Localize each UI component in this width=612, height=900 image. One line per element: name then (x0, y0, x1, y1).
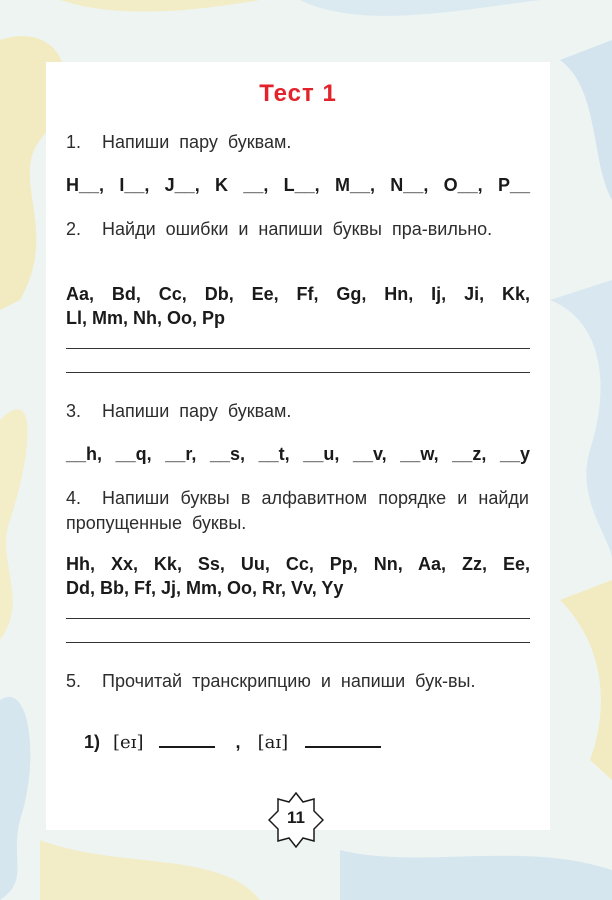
answer-blank[interactable] (305, 746, 381, 748)
task-5-text: Прочитай транскрипцию и напиши бук-вы. (102, 671, 476, 691)
task-2-letters-line-2: Ll, Mm, Nh, Oo, Pp (66, 308, 225, 328)
task-3-instruction (66, 399, 529, 424)
task-3-letters: __h, __q, __r, __s, __t, __u, __v, __w, __z, __y (66, 444, 530, 464)
answer-line[interactable] (66, 348, 530, 349)
task-2-letters-line-1: Aa, Bd, Cc, Db, Ee, Ff, Gg, Hn, Ij, Ji, Kk, (66, 284, 530, 304)
task-4-instruction (66, 486, 529, 536)
task-5-instruction (66, 669, 529, 694)
answer-line[interactable] (66, 372, 530, 373)
task-5-transcription-row (84, 732, 381, 753)
answer-line[interactable] (66, 618, 530, 619)
task-4-letters-line-1: Hh, Xx, Kk, Ss, Uu, Cc, Pp, Nn, Aa, Zz, Ee, (66, 554, 530, 574)
task-2-number: 2. (66, 219, 82, 239)
task-4-text: Напиши буквы в алфавитном порядке и найди пропущенные буквы. (66, 488, 529, 533)
task-2-text: Найди ошибки и напиши буквы пра-вильно. (102, 219, 493, 239)
task-1-letters: H__, I__, J__, K __, L__, M__, N__, O__, P__ (66, 175, 530, 195)
test-title: Тест 1 (259, 80, 337, 107)
page-number: 11 (287, 808, 305, 827)
answer-line[interactable] (66, 642, 530, 643)
worksheet (46, 62, 550, 830)
answer-blank[interactable] (159, 746, 215, 748)
task-5-item-label: 1) (84, 732, 101, 752)
ipa-ei: [eɪ] (113, 732, 144, 753)
ipa-ai: [aɪ] (257, 732, 289, 753)
task-1-instruction (66, 130, 529, 155)
task-5-number: 5. (66, 671, 82, 691)
task-1-text: Напиши пару буквам. (102, 132, 292, 152)
separator-comma: , (235, 732, 241, 752)
task-3-number: 3. (66, 401, 82, 421)
task-1-number: 1. (66, 132, 82, 152)
task-4-letters-line-2: Dd, Bb, Ff, Jj, Mm, Oo, Rr, Vv, Yy (66, 578, 344, 598)
task-3-text: Напиши пару буквам. (102, 401, 292, 421)
task-2-instruction (66, 217, 529, 242)
task-4-number: 4. (66, 488, 82, 508)
